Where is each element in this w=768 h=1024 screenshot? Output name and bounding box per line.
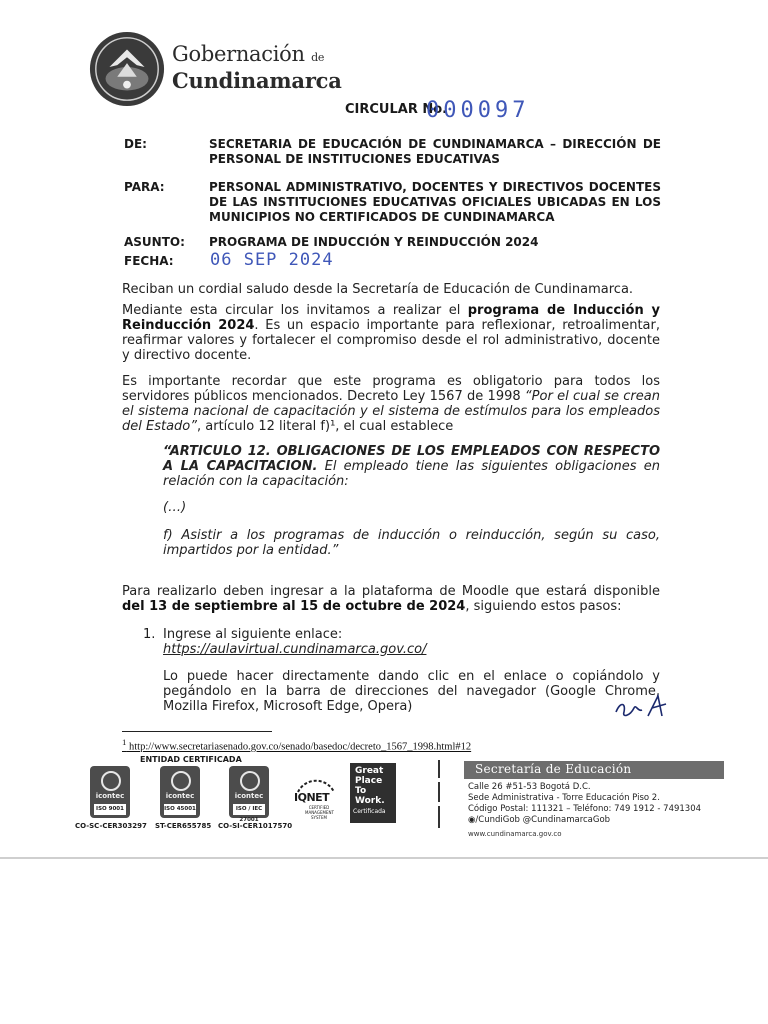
secretaria-title: Secretaría de Educación: [475, 762, 632, 776]
badge-brand: icontec: [165, 792, 195, 800]
badge-iso: ISO 9001: [94, 804, 126, 815]
moodle-paragraph: [122, 584, 660, 614]
decree-text-a: Es importante recordar que este programa es obligatorio para todos los servidores públicos mencionados. Decreto Ley 1567 de 1998: [122, 374, 660, 404]
badge-iso: ISO 45001: [164, 804, 196, 815]
asunto-label: ASUNTO:: [124, 235, 185, 249]
article-quote-ellipsis: (…): [163, 500, 187, 515]
iqnet-label: IQNET: [294, 791, 330, 804]
icontec-icon: [171, 771, 191, 791]
social-handles: [468, 815, 610, 826]
article-quote-item-f: f) Asistir a los programas de inducción o reinducción, según su caso, impartidos por la entidad.”: [163, 528, 660, 558]
social-icon: ◉: [468, 815, 476, 825]
de-value: SECRETARIA DE EDUCACIÓN DE CUNDINAMARCA – DIRECCIÓN DE PERSONAL DE INSTITUCIONES EDUCATIVAS: [209, 137, 661, 166]
great-place-to-work-badge: [350, 763, 396, 823]
gptw-line1: Great: [355, 766, 384, 776]
moodle-text-b: , siguiendo estos pasos:: [465, 599, 622, 614]
asunto-value: PROGRAMA DE INDUCCIÓN Y REINDUCCIÓN 2024: [209, 235, 539, 249]
intro-text-a: Mediante esta circular los invitamos a realizar el: [122, 303, 468, 318]
badge-code: CO-SI-CER1017570: [218, 822, 293, 830]
article-quote: [163, 444, 660, 489]
icontec-icon: [240, 771, 260, 791]
fecha-label: FECHA:: [124, 254, 174, 268]
fecha-date-stamp: 06 SEP 2024: [210, 250, 334, 270]
icontec-iso45001-badge: [160, 766, 200, 818]
certifications-title: ENTIDAD CERTIFICADA: [140, 755, 242, 764]
gptw-line4: Work.: [355, 796, 385, 806]
footnote-mark: 1: [122, 737, 127, 747]
footer-divider: [438, 760, 440, 778]
social-text: /CundiGob @CundinamarcaGob: [475, 815, 611, 825]
para-value: PERSONAL ADMINISTRATIVO, DOCENTES Y DIRECTIVOS DOCENTES DE LAS INSTITUCIONES EDUCATIVAS OFICIALES UBICADAS EN LOS MUNICIPIOS NO CERTIFICADOS DE CUNDINAMARCA: [209, 180, 661, 224]
step-1-number: 1.: [143, 627, 156, 642]
step-1-text: Ingrese al siguiente enlace:: [163, 627, 343, 642]
moodle-dates: del 13 de septiembre al 15 de octubre de 2024: [122, 599, 466, 614]
badge-brand: icontec: [234, 792, 264, 800]
moodle-text-a: Para realizarlo deben ingresar a la plataforma de Moodle que estará disponible: [122, 584, 660, 599]
gptw-line2: Place: [355, 776, 383, 786]
footnote-rule: [122, 731, 272, 732]
address-line-1: Calle 26 #51-53 Bogotá D.C.: [468, 782, 591, 792]
cundinamarca-seal-logo: [88, 30, 166, 108]
icontec-iso27001-badge: [229, 766, 269, 823]
logo-title-de: de: [311, 51, 325, 64]
circular-label: CIRCULAR No.: [345, 102, 448, 117]
intro-paragraph: [122, 303, 660, 363]
logo-title-line1: Gobernación: [172, 42, 305, 66]
decree-title: “Por el cual se crean el sistema nacional de capacitación y el sistema de estímulos para los empleados del Estado”: [122, 389, 660, 434]
footnote: [122, 737, 471, 753]
footnote-url[interactable]: http://www.secretariasenado.gov.co/senado/basedoc/decreto_1567_1998.html#12: [129, 741, 472, 753]
article-quote-heading: “ARTICULO 12. OBLIGACIONES DE LOS EMPLEADOS CON RESPECTO A LA CAPACITACION.: [163, 444, 660, 474]
de-label: DE:: [124, 137, 147, 151]
footer-divider: [438, 782, 440, 802]
footer-divider: [438, 806, 440, 828]
aula-virtual-link[interactable]: https://aulavirtual.cundinamarca.gov.co/: [163, 642, 427, 657]
website[interactable]: www.cundinamarca.gov.co: [468, 830, 562, 838]
decree-text-b: , artículo 12 literal f)¹, el cual establece: [197, 419, 454, 434]
badge-code: CO-SC-CER303297: [75, 822, 147, 830]
icontec-iso9001-badge: [90, 766, 130, 818]
circular-number-stamp: 000097: [426, 98, 530, 123]
step-1-description: Lo puede hacer directamente dando clic en el enlace o copiándolo y pegándolo en la barra de direcciones del navegador (Google Chrome, Mozilla Firefox, Microsoft Edge, Opera): [163, 669, 660, 714]
article-quote-text: El empleado tiene las siguientes obligaciones en relación con la capacitación:: [163, 459, 660, 489]
logo-title-line2: Cundinamarca: [172, 68, 342, 93]
address-line-2: Sede Administrativa - Torre Educación Piso 2.: [468, 793, 660, 803]
para-label: PARA:: [124, 180, 165, 194]
page-edge: [0, 857, 768, 859]
badge-iso: ISO / IEC 27001: [233, 804, 265, 815]
gptw-certificada: Certificada: [353, 808, 386, 815]
iqnet-subtitle: CERTIFIED MANAGEMENT SYSTEM: [305, 805, 334, 820]
handwritten-signature: [612, 690, 672, 724]
greeting-paragraph: Reciban un cordial saludo desde la Secretaría de Educación de Cundinamarca.: [122, 282, 634, 297]
intro-program-name: programa de Inducción y Reinducción 2024: [122, 303, 660, 333]
address-line-3: Código Postal: 111321 – Teléfono: 749 1912 - 7491304: [468, 804, 702, 814]
badge-brand: icontec: [95, 792, 125, 800]
intro-text-b: . Es un espacio importante para reflexionar, retroalimentar, reafirmar valores y fortalecer el compromiso desde el rol administrativo, docente y directivo docente.: [122, 318, 660, 363]
decree-paragraph: [122, 374, 660, 434]
gptw-line3: To: [355, 786, 367, 796]
badge-code: ST-CER655785: [155, 822, 212, 830]
icontec-icon: [101, 771, 121, 791]
logo-text: [172, 42, 342, 92]
